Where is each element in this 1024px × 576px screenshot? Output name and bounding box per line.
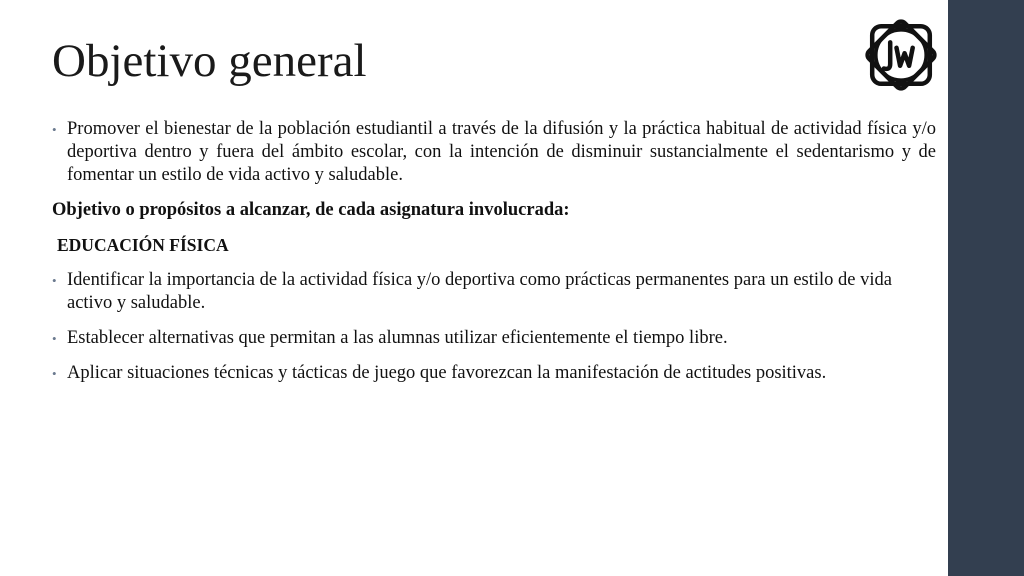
objective-bullet-3: • Aplicar situaciones técnicas y tácticas de juego que favorezcan la manifestación de actitudes positivas.	[52, 362, 936, 385]
objectives-subheading: Objetivo o propósitos a alcanzar, de cada asignatura involucrada:	[52, 200, 570, 220]
subject-label: EDUCACIÓN FÍSICA	[57, 235, 229, 255]
slide-content	[52, 118, 936, 397]
side-accent-bar	[948, 0, 1024, 576]
jw-logo-icon	[856, 10, 946, 100]
general-objective-bullet: • Promover el bienestar de la población estudiantil a través de la difusión y la práctica habitual de actividad física y/o deportiva dentro y fuera del ámbito escolar, con la intención de disminuir sustancialmente el sedentarismo y de fomentar un estilo de vida activo y saludable.	[52, 118, 936, 187]
slide-title: Objetivo general	[52, 35, 367, 87]
objective-bullet-1: • Identificar la importancia de la actividad física y/o deportiva como prácticas permanentes para un estilo de vida activo y saludable.	[52, 269, 936, 315]
objective-bullet-2: • Establecer alternativas que permitan a las alumnas utilizar eficientemente el tiempo libre.	[52, 327, 936, 350]
